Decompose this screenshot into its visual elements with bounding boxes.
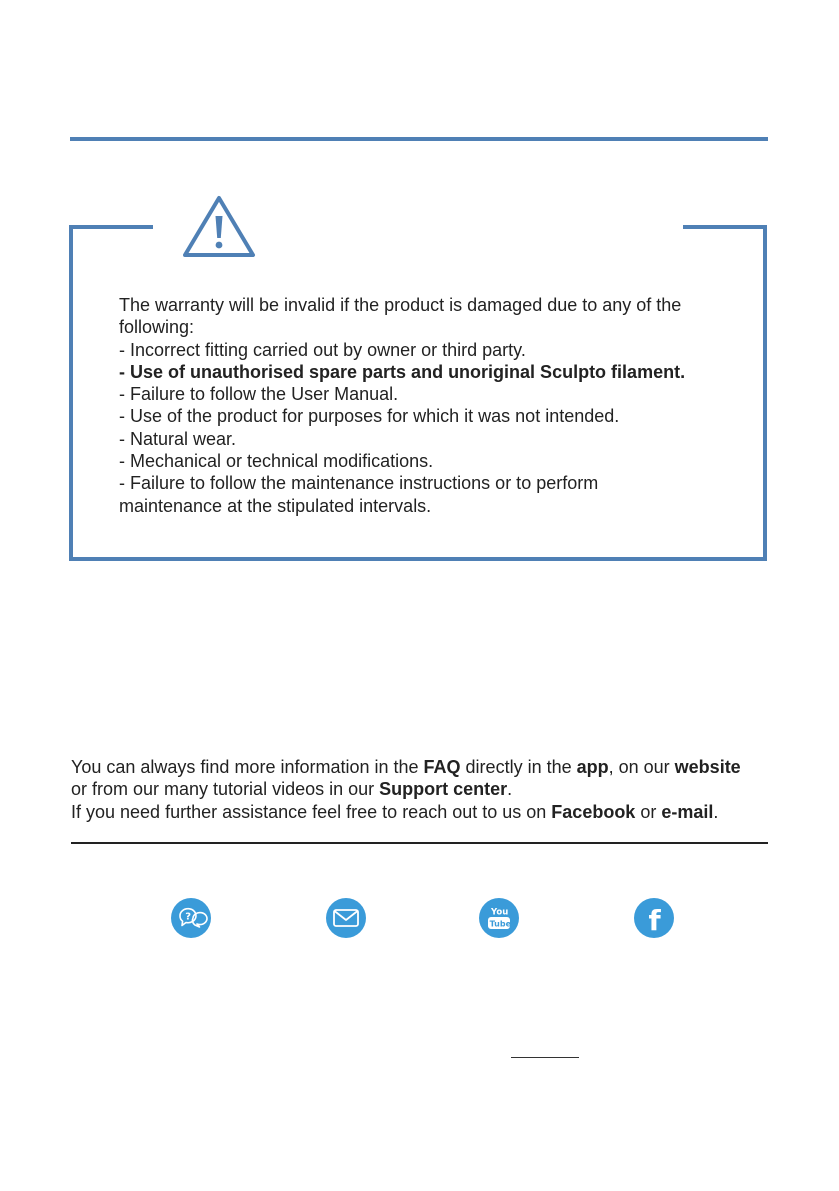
warranty-item: - Use of the product for purposes for which it was not intended. xyxy=(119,406,620,427)
text: If you need further assistance feel free to reach out to us on xyxy=(71,801,552,822)
text: You can always find more information in the xyxy=(71,757,424,777)
app-link[interactable]: app xyxy=(576,757,609,777)
envelope-icon-glyph xyxy=(326,898,366,938)
envelope-icon[interactable] xyxy=(326,898,366,938)
youtube-you-text: You xyxy=(491,907,509,918)
youtube-icon[interactable] xyxy=(479,898,519,938)
support-info-line xyxy=(71,801,781,823)
warranty-item: - Mechanical or technical modifications. xyxy=(119,451,434,472)
warning-box-frame-bottom xyxy=(153,557,683,561)
facebook-icon-glyph xyxy=(634,898,674,938)
warranty-item: - Incorrect fitting carried out by owner or third party. xyxy=(119,339,526,360)
text: directly in the xyxy=(460,757,577,777)
youtube-icon-glyph xyxy=(479,898,519,938)
warranty-item: - Failure to follow the User Manual. xyxy=(119,384,399,405)
warranty-item-emphasis: - Use of unauthorised spare parts and unoriginal Sculpto filament. xyxy=(119,361,686,382)
text: . xyxy=(713,801,719,822)
section-divider xyxy=(71,842,768,844)
header-divider xyxy=(70,137,768,141)
youtube-tube-text: Tube xyxy=(489,919,512,929)
text: , on our xyxy=(608,757,675,777)
warning-triangle-icon xyxy=(182,194,256,258)
faq-chat-icon[interactable] xyxy=(171,898,211,938)
faq-chat-icon-glyph xyxy=(171,898,211,938)
support-center-link[interactable]: Support center xyxy=(379,779,508,800)
underline-mark xyxy=(511,1057,579,1058)
support-info-line xyxy=(71,756,781,778)
faq-question-mark: ? xyxy=(185,911,192,923)
facebook-link[interactable]: Facebook xyxy=(551,801,636,822)
facebook-icon[interactable] xyxy=(634,898,674,938)
warranty-item: - Failure to follow the maintenance instructions or to perform xyxy=(119,473,599,494)
warranty-intro-line: following: xyxy=(119,317,195,338)
text: or from our many tutorial videos in our xyxy=(71,779,380,800)
support-info-line xyxy=(71,778,781,800)
faq-link[interactable]: FAQ xyxy=(423,757,461,777)
text: . xyxy=(507,779,513,800)
support-info-paragraph xyxy=(71,756,781,823)
warranty-item: maintenance at the stipulated intervals. xyxy=(119,495,432,516)
website-link[interactable]: website xyxy=(674,757,741,777)
warranty-intro-line: The warranty will be invalid if the product is damaged due to any of the xyxy=(119,295,682,315)
warranty-item: - Natural wear. xyxy=(119,428,237,449)
email-link[interactable]: e-mail xyxy=(661,801,714,822)
facebook-letter: f xyxy=(648,904,661,937)
warranty-conditions xyxy=(119,294,729,517)
text: or xyxy=(635,801,662,822)
